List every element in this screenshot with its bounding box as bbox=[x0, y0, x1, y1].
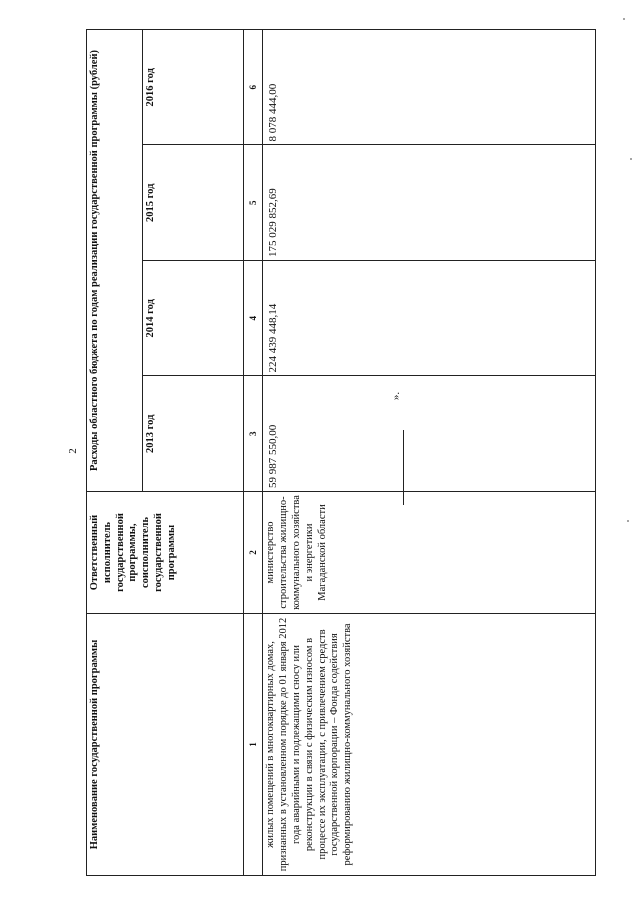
header-year-2014: 2014 год bbox=[143, 261, 244, 377]
scan-speck bbox=[630, 158, 632, 160]
header-budget-group: Расходы областного бюджета по годам реализации государственной программы (рублей) bbox=[87, 30, 143, 492]
closing-quote-mark: ». bbox=[390, 391, 403, 401]
col-number-5: 5 bbox=[244, 145, 263, 261]
col-number-6: 6 bbox=[244, 30, 263, 146]
page-number: 2 bbox=[66, 448, 79, 454]
scan-speck bbox=[627, 520, 629, 522]
col-number-4: 4 bbox=[244, 261, 263, 377]
row-value-2014: 224 439 448,14 bbox=[263, 261, 596, 377]
row-value-2015: 175 029 852,69 bbox=[263, 145, 596, 261]
col-number-2: 2 bbox=[244, 492, 263, 614]
col-number-3: 3 bbox=[244, 376, 263, 492]
row-program-name: жилых помещений в многоквартирных домах, признанных в установленном порядке до 01 января 2012 года аварийными и подлежащими сносу или реконструкции в связи с физическим износом в процессе их эксплуатации, с привлечением средств государственной корпорации – Фонда содействия реформированию жилищно-коммунального хозяйства bbox=[263, 614, 596, 876]
row-executor: министерство строительства жилищно-коммунального хозяйства и энергетики Магаданской области bbox=[263, 492, 596, 614]
row-value-2013: 59 987 550,00 bbox=[263, 376, 596, 492]
header-year-2016: 2016 год bbox=[143, 30, 244, 146]
header-executor: Ответственный исполнитель государственной программы, соисполнитель государственной программы bbox=[87, 492, 244, 614]
rotated-table-container bbox=[86, 29, 596, 876]
row-value-2016: 8 078 444,00 bbox=[263, 30, 596, 146]
header-year-2015: 2015 год bbox=[143, 145, 244, 261]
header-program-name: Наименование государственной программы bbox=[87, 614, 244, 876]
header-year-2013: 2013 год bbox=[143, 376, 244, 492]
signature-line bbox=[403, 430, 404, 505]
budget-table bbox=[86, 29, 596, 876]
col-number-1: 1 bbox=[244, 614, 263, 876]
scan-speck bbox=[623, 18, 625, 20]
